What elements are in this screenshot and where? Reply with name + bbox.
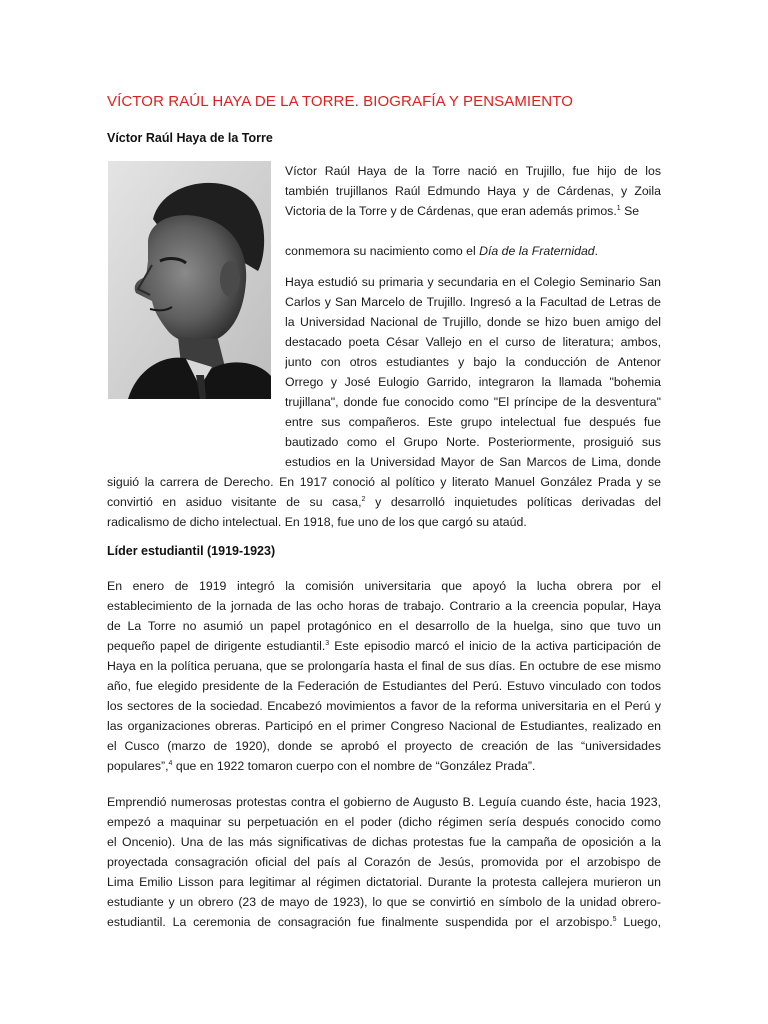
text-line: Lima Emilio Lisson para legitimar al régimen dictatorial. Durante la protesta callejera murieron un: [107, 875, 661, 889]
text-line: destacado poeta César Vallejo en el curso de literatura; ambos,: [285, 335, 661, 349]
text-line: entre sus compañeros. Este grupo intelectual fue después fue: [285, 415, 661, 429]
text-line: Víctor Raúl Haya de la Torre nació en Trujillo, fue hijo de los: [285, 164, 661, 178]
text-line: las organizaciones obreras. Participó en el primer Congreso Nacional de Estudiantes, realizado en: [107, 719, 661, 733]
footnote-ref[interactable]: 3: [325, 640, 330, 647]
text-line: los sectores de la sociedad. Encabezó movimientos a favor de la reforma universitaria en el Perú y: [107, 699, 661, 713]
text-line: bautizado como el Grupo Norte. Posteriormente, prosiguió sus: [285, 435, 661, 449]
education-paragraph-cont: [107, 472, 661, 532]
document-title: VÍCTOR RAÚL HAYA DE LA TORRE. BIOGRAFÍA Y PENSAMIENTO: [107, 93, 573, 110]
text-line: estudiantil. La ceremonia de consagración fue finalmente suspendida por el arzobispo.$^5$ Luego,: [107, 915, 661, 929]
footnote-ref[interactable]: 5: [612, 916, 617, 923]
footnote-ref[interactable]: 2: [361, 496, 366, 503]
footnote-ref[interactable]: 1: [616, 205, 621, 212]
document-subtitle: Víctor Raúl Haya de la Torre: [107, 131, 273, 145]
text-line: Carlos y San Marcelo de Trujillo. Ingresó a la Facultad de Letras de: [285, 295, 661, 309]
text-line: Haya estudió su primaria y secundaria en el Colegio Seminario San: [285, 275, 661, 289]
student-leader-paragraph: [107, 576, 661, 776]
text-line: junto con otros estudiantes y bajo la conducción de Antenor: [285, 355, 661, 369]
text-line: empezó a maquinar su perpetuación en el poder (dicho régimen sería después conocido como: [107, 815, 661, 829]
text-line: trujillana", donde fue conocido como "El príncipe de la desventura": [285, 395, 661, 409]
protests-paragraph: [107, 792, 661, 932]
text-line: estudiante y un obrero (23 de mayo de 1923), lo que se convirtió en símbolo de la unidad obrero-: [107, 895, 661, 909]
intro-paragraph: [285, 161, 661, 221]
text-line: convirtió en asiduo visitante de su casa,$^2$ y desarrolló inquietudes políticas derivadas del: [107, 495, 661, 509]
text-line: Victoria de la Torre y de Cárdenas, que eran además primos.$^1$ Se: [285, 204, 640, 218]
text-line: Emprendió numerosas protestas contra el gobierno de Augusto B. Leguía cuando éste, hacia 1923,: [107, 795, 661, 809]
text-line: proyectada consagración oficial del país al Corazón de Jesús, promovida por el arzobispo de: [107, 855, 661, 869]
text-line: estudios en la Universidad Mayor de San Marcos de Lima, donde: [285, 455, 661, 469]
text-line: Haya en la política peruana, que se prolongaría hasta el final de sus días. En octubre de ese mismo: [107, 659, 661, 673]
text-line: el Cusco (marzo de 1920), donde se aprobó el proyecto de creación de las “universidades: [107, 739, 661, 753]
text-line: Orrego y José Eulogio Garrido, integraron la llamada "bohemia: [285, 375, 661, 389]
text-line: la Universidad Nacional de Trujillo, donde se hizo buen amigo del: [285, 315, 661, 329]
section-heading: Líder estudiantil (1919-1923): [107, 544, 276, 558]
text-line: En enero de 1919 integró la comisión universitaria que apoyó la lucha obrera por el: [107, 579, 661, 593]
text-line: también trujillanos Raúl Edmundo Haya y de Cárdenas, y Zoila: [285, 184, 661, 198]
intro-paragraph-cont: [285, 241, 661, 261]
text-line: conmemora su nacimiento como el Día de la Fraternidad.: [285, 244, 599, 258]
footnote-ref[interactable]: 4: [168, 760, 173, 767]
text-line: radicalismo de dicho intelectual. En 1918, fue uno de los que cargó su ataúd.: [107, 515, 527, 529]
text-line: populares”,$^4$ que en 1922 tomaron cuerpo con el nombre de “González Prada”.: [107, 759, 536, 773]
text-line: siguió la carrera de Derecho. En 1917 conoció al político y literato Manuel González Prada y se: [107, 475, 661, 489]
text-line: el Oncenio). Una de las más significativas de dichas protestas fue la campaña de oposición a la: [107, 835, 661, 849]
portrait-photo: [108, 161, 271, 399]
text-line: de La Torre no asumió un papel protagónico en el desarrollo de la huelga, sino que tuvo un: [107, 619, 661, 633]
text-line: pequeño papel de dirigente estudiantil.$^3$ Este episodio marcó el inicio de la activa participación de: [107, 639, 661, 653]
text-line: año, fue elegido presidente de la Federación de Estudiantes del Perú. Estuvo vinculado con todos: [107, 679, 661, 693]
education-paragraph: [285, 272, 661, 472]
text-line: establecimiento de la jornada de las ocho horas de trabajo. Contrario a la creencia popular, Haya: [107, 599, 661, 613]
